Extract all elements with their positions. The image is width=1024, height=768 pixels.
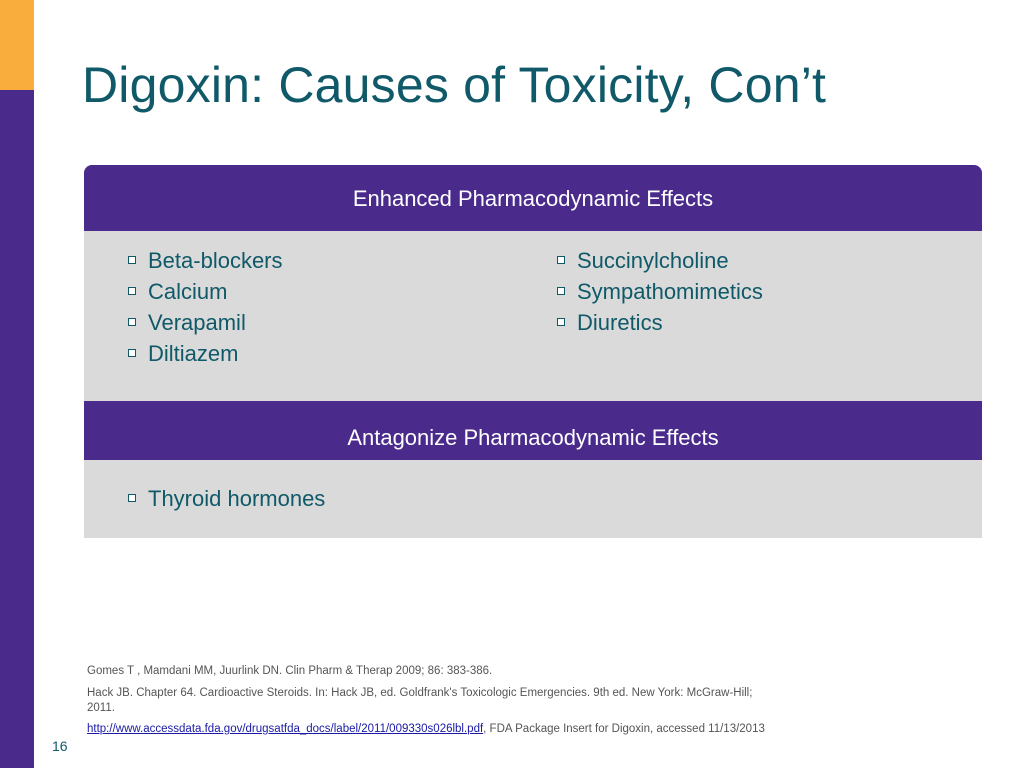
content-table: [84, 165, 982, 538]
references: [87, 664, 777, 737]
slide-title: Digoxin: Causes of Toxicity, Con’t: [82, 57, 827, 113]
section-header-antagonize: Antagonize Pharmacodynamic Effects: [84, 401, 982, 460]
reference-3: [87, 722, 777, 737]
enhanced-left-list: [125, 245, 283, 369]
reference-2: Hack JB. Chapter 64. Cardioactive Steroids. In: Hack JB, ed. Goldfrank's Toxicologic Emergencies. 9th ed. New York: McGraw-Hill; 2011.: [87, 687, 753, 714]
list-item: Thyroid hormones: [125, 483, 325, 514]
page-number: 16: [52, 738, 68, 754]
section-header-enhanced: Enhanced Pharmacodynamic Effects: [84, 165, 982, 231]
fda-link[interactable]: http://www.accessdata.fda.gov/drugsatfda_docs/label/2011/009330s026lbl.pdf: [87, 723, 484, 735]
list-item: Verapamil: [125, 307, 283, 338]
antagonize-left-list: [125, 483, 325, 514]
list-item: Diltiazem: [125, 338, 283, 369]
reference-3-text: , FDA Package Insert for Digoxin, accessed 11/13/2013: [483, 723, 765, 735]
sidebar-accent-block: [0, 0, 34, 90]
left-sidebar-band: [0, 0, 34, 768]
list-item: Beta-blockers: [125, 245, 283, 276]
list-item: Calcium: [125, 276, 283, 307]
enhanced-right-list: [554, 245, 763, 338]
reference-1: Gomes T , Mamdani MM, Juurlink DN. Clin Pharm & Therap 2009; 86: 383-386.: [87, 665, 493, 677]
list-item: Succinylcholine: [554, 245, 763, 276]
list-item: Sympathomimetics: [554, 276, 763, 307]
list-item: Diuretics: [554, 307, 763, 338]
